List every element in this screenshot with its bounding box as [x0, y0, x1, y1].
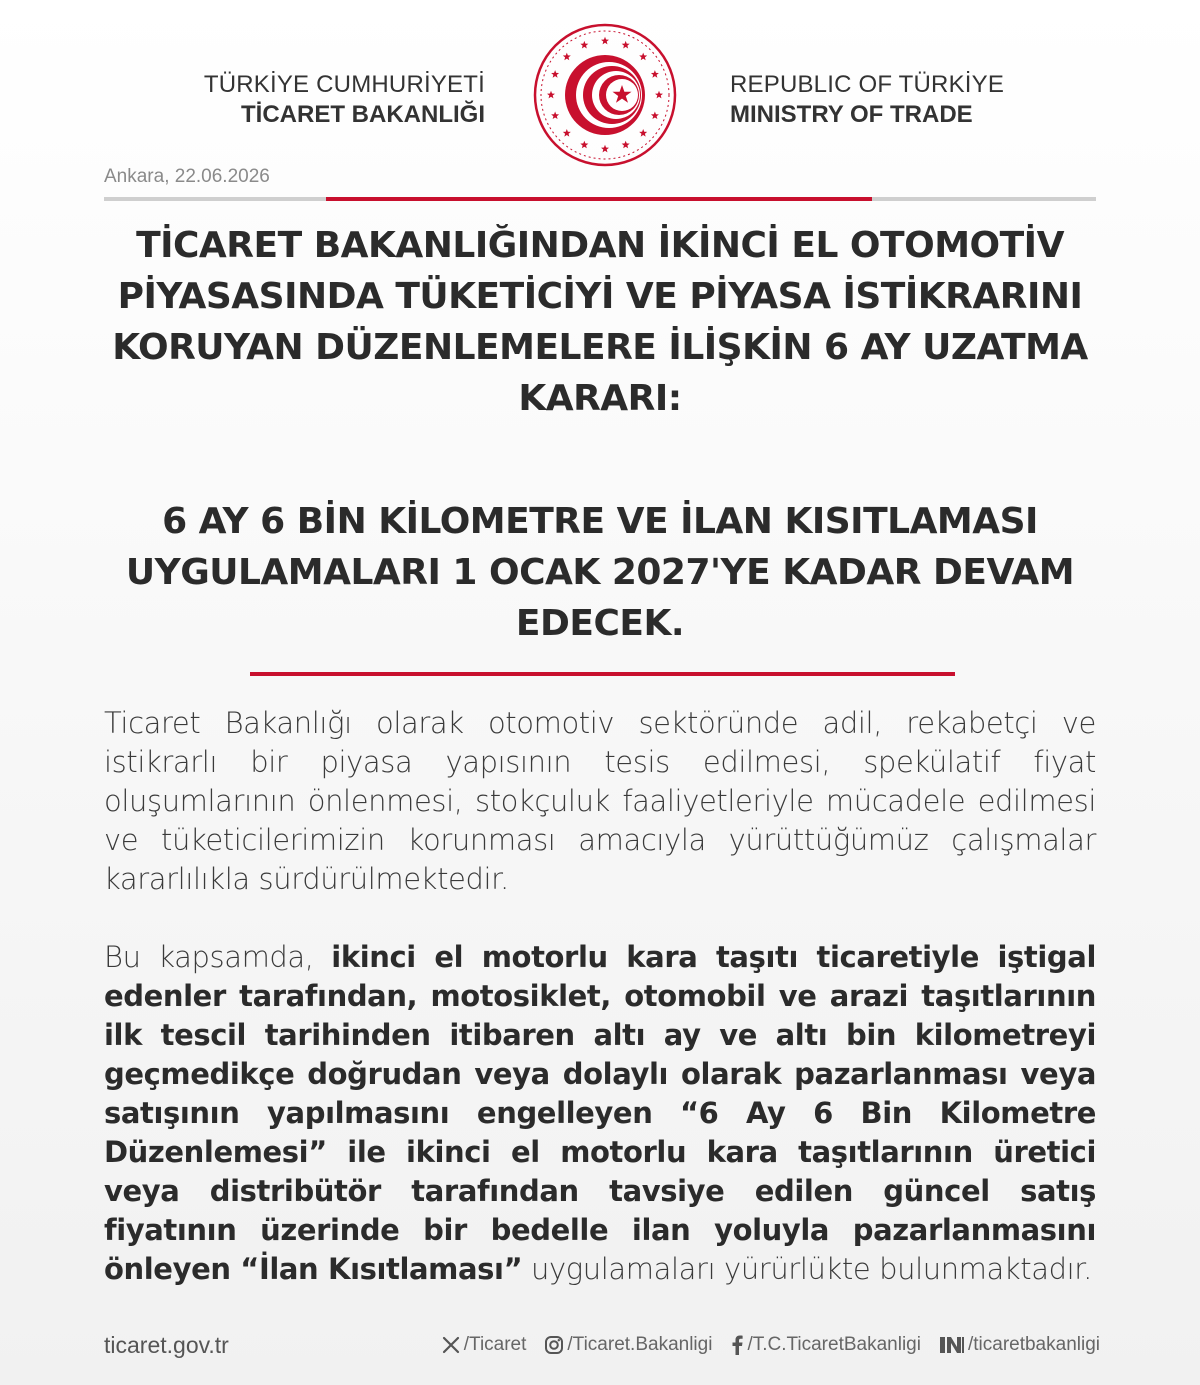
social-handle: /Ticaret.Bakanligi [567, 1334, 713, 1355]
social-link-x[interactable] [441, 1334, 527, 1356]
press-release-date: Ankara, 22.06.2026 [104, 166, 270, 187]
press-release-title: TİCARET BAKANLIĞINDAN İKİNCİ EL OTOMOTİV PİYASASINDA TÜKETİCİYİ VE PİYASA İSTİKRARINI KORUYAN DÜZENLEMELERE İLİŞKİN 6 AY UZATMA KARARI: [112, 225, 1088, 419]
body-paragraph-2 [104, 938, 1096, 1289]
seal-star [547, 91, 555, 99]
seal-star [622, 141, 630, 149]
header-divider [104, 197, 1096, 201]
social-handle: /T.C.TicaretBakanligi [747, 1334, 921, 1355]
seal-star [551, 70, 559, 78]
letterhead-english [730, 70, 1004, 130]
ministry-name-tr: TİCARET BAKANLIĞI [241, 101, 485, 128]
ministry-name-en: MINISTRY OF TRADE [730, 101, 973, 128]
social-link-nsosyal[interactable] [939, 1334, 1100, 1356]
instagram-icon [544, 1335, 564, 1355]
seal-star [551, 111, 559, 119]
website-link[interactable]: ticaret.gov.tr [104, 1332, 229, 1358]
seal-star [639, 129, 647, 137]
social-links [441, 1334, 1100, 1356]
social-link-instagram[interactable] [544, 1334, 712, 1356]
seal-star [622, 41, 630, 49]
press-release-subtitle: 6 AY 6 BİN KİLOMETRE VE İLAN KISITLAMASI UYGULAMALARI 1 OCAK 2027'YE KADAR DEVAM EDECEK. [125, 501, 1075, 644]
country-name-en: REPUBLIC OF TÜRKİYE [730, 71, 1005, 98]
letterhead [0, 22, 1200, 172]
seal-star [580, 41, 588, 49]
seal-star [601, 145, 609, 153]
social-link-facebook[interactable] [730, 1334, 921, 1356]
x-icon [441, 1335, 461, 1355]
country-name-tr: TÜRKİYE CUMHURİYETİ [203, 71, 485, 98]
paragraph-2-emphasis: ikinci el motorlu kara taşıtı ticaretiyle iştigal edenler tarafından, motosiklet, otomobil ve arazi taşıtlarının ilk tescil tarihinden itibaren altı ay ve altı bin kilometreyi geçmedikçe doğrudan veya dolaylı olarak pazarlanması veya satışının yapılmasını engelleyen “6 Ay 6 Bin Kilometre Düzenlemesi” ile ikinci el motorlu kara taşıtlarının üretici veya distribütör tarafından tavsiye edilen güncel satış fiyatının üzerinde bir bedelle ilan yoluyla pazarlanmasını önleyen “İlan Kısıtlaması” [104, 940, 1096, 1286]
facebook-icon [730, 1335, 744, 1355]
social-handle: /Ticaret [463, 1334, 527, 1355]
nsosyal-icon [939, 1335, 965, 1355]
social-handle: /ticaretbakanligi [967, 1334, 1100, 1355]
seal-star [601, 37, 609, 45]
seal-star [563, 129, 571, 137]
seal-star [639, 53, 647, 61]
seal-star [655, 91, 663, 99]
letterhead-turkish [204, 70, 485, 130]
seal-star [651, 70, 659, 78]
paragraph-2-end: uygulamaları yürürlükte bulunmaktadır. [522, 1252, 1092, 1286]
body-paragraph-1: Ticaret Bakanlığı olarak otomotiv sektöründe adil, rekabetçi ve istikrarlı bir piyasa yapısının tesis edilmesi, spekülatif fiyat oluşumlarının önlenmesi, stokçuluk faaliyetleriyle mücadele edilmesi ve tüketicilerimizin korunması amacıyla yürüttüğümüz çalışmalar kararlılıkla sürdürülmektedir. [104, 706, 1096, 896]
paragraph-2-intro: Bu kapsamda, [104, 940, 332, 974]
title-divider [250, 672, 955, 676]
seal-star [580, 141, 588, 149]
ministry-seal-icon [532, 22, 678, 168]
footer [104, 1330, 1100, 1364]
header-divider-accent [326, 197, 872, 201]
seal-star [651, 111, 659, 119]
seal-star [563, 53, 571, 61]
